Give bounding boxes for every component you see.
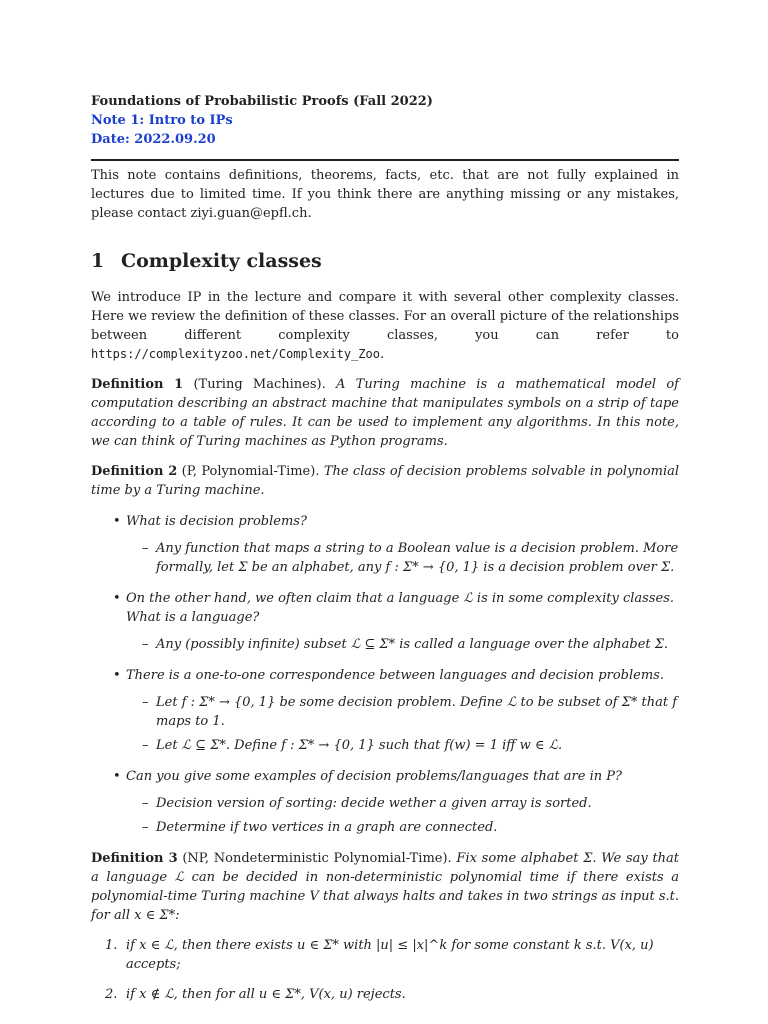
definition-name: (P, Polynomial-Time). bbox=[181, 464, 320, 479]
item-number: 2. bbox=[105, 987, 118, 1002]
sub-bullet-text: Any (possibly infinite) subset ℒ ⊆ Σ* is called a language over the alphabet Σ. bbox=[156, 637, 669, 652]
dash-icon: – bbox=[142, 820, 149, 835]
definition-label: Definition 1 bbox=[91, 377, 184, 392]
bullet-text: What is decision problems? bbox=[126, 514, 307, 529]
definition-label: Definition 3 bbox=[91, 851, 178, 866]
intro-paragraph: This note contains definitions, theorems, facts, etc. that are not fully explained in lectures due to limited time. If you think there are anything missing or any mistakes, please contact ziyi.guan@epfl.ch. bbox=[91, 168, 679, 221]
bullet-item bbox=[91, 589, 679, 627]
definition-name: (NP, Nondeterministic Polynomial-Time). bbox=[182, 851, 452, 866]
bullet-item bbox=[91, 666, 679, 685]
dash-icon: – bbox=[142, 541, 149, 556]
bullet-item bbox=[91, 512, 679, 531]
item-text: if x ∉ ℒ, then for all u ∈ Σ*, V(x, u) rejects. bbox=[126, 987, 406, 1002]
definition-1 bbox=[91, 375, 679, 451]
definition-body: A Turing machine is a mathematical model of computation describing an abstract machine that manipulates symbols on a strip of tape according to a table of rules. It can be used to implement any algorithms. In this note, we can think of Turing machines as Python programs. bbox=[91, 377, 679, 449]
overview-text: We introduce IP in the lecture and compare it with several other complexity classes. Here we review the definition of these classes. For an overall picture of the relationships between different complexity classes, you can refer to bbox=[91, 290, 679, 343]
bullet-icon: • bbox=[113, 591, 121, 606]
complexity-zoo-link[interactable]: https://complexityzoo.net/Complexity_Zoo bbox=[91, 347, 380, 361]
sub-bullet-item bbox=[91, 539, 679, 577]
definition-2-bullets bbox=[91, 512, 679, 837]
item-number: 1. bbox=[105, 938, 118, 953]
section-title: Complexity classes bbox=[121, 250, 322, 272]
sub-bullet-item bbox=[91, 794, 679, 813]
dash-icon: – bbox=[142, 695, 149, 710]
definition-body: The class of decision problems solvable in polynomial time by a Turing machine. bbox=[91, 464, 680, 498]
bullet-icon: • bbox=[113, 514, 121, 529]
sub-bullet-text: Decision version of sorting: decide wether a given array is sorted. bbox=[156, 796, 592, 811]
dash-icon: – bbox=[142, 796, 149, 811]
definition-name: (Turing Machines). bbox=[193, 377, 326, 392]
overview-paragraph bbox=[91, 288, 679, 364]
sub-bullet-text: Any function that maps a string to a Boolean value is a decision problem. More formally, let Σ be an alphabet, any f : Σ* → {0, 1} is a decision problem over Σ. bbox=[156, 541, 679, 575]
definition-label: Definition 2 bbox=[91, 464, 178, 479]
definition-2 bbox=[91, 462, 679, 500]
sub-bullet-item bbox=[91, 818, 679, 837]
bullet-icon: • bbox=[113, 769, 121, 784]
sub-bullet-text: Determine if two vertices in a graph are connected. bbox=[156, 820, 498, 835]
enumerated-item bbox=[91, 985, 679, 1004]
sub-bullet-item bbox=[91, 693, 679, 731]
definition-3 bbox=[91, 849, 679, 925]
overview-end: . bbox=[379, 347, 385, 362]
dash-icon: – bbox=[142, 637, 149, 652]
definition-3-conditions bbox=[91, 936, 679, 1004]
sub-bullet-text: Let f : Σ* → {0, 1} be some decision problem. Define ℒ to be subset of Σ* that f maps to 1. bbox=[156, 695, 678, 729]
section-heading bbox=[91, 249, 679, 273]
note-date: Date: 2022.09.20 bbox=[91, 132, 216, 147]
enumerated-item bbox=[91, 936, 679, 974]
item-text: if x ∈ ℒ, then there exists u ∈ Σ* with |u| ≤ |x|^k for some constant k s.t. V(x, u) accepts; bbox=[126, 938, 654, 972]
bullet-text: On the other hand, we often claim that a language ℒ is in some complexity classes. What is a language? bbox=[126, 591, 675, 625]
bullet-item bbox=[91, 767, 679, 786]
header-rule bbox=[91, 159, 679, 161]
bullet-icon: • bbox=[113, 668, 121, 683]
sub-bullet-text: Let ℒ ⊆ Σ*. Define f : Σ* → {0, 1} such that f(w) = 1 iff w ∈ ℒ. bbox=[156, 738, 563, 753]
sub-bullet-item bbox=[91, 635, 679, 654]
course-title: Foundations of Probabilistic Proofs (Fall 2022) bbox=[91, 94, 433, 109]
definition-body: Fix some alphabet Σ. We say that a language ℒ can be decided in non-deterministic polynomial time if there exists a polynomial-time Turing machine V that always halts and takes in two strings as input s.t. for all x ∈ Σ*: bbox=[91, 851, 680, 923]
bullet-text: There is a one-to-one correspondence between languages and decision problems. bbox=[126, 668, 664, 683]
section-number: 1 bbox=[91, 250, 105, 272]
dash-icon: – bbox=[142, 738, 149, 753]
note-title: Note 1: Intro to IPs bbox=[91, 113, 233, 128]
sub-bullet-item bbox=[91, 736, 679, 755]
bullet-text: Can you give some examples of decision problems/languages that are in P? bbox=[126, 769, 622, 784]
document-page bbox=[91, 92, 679, 1004]
